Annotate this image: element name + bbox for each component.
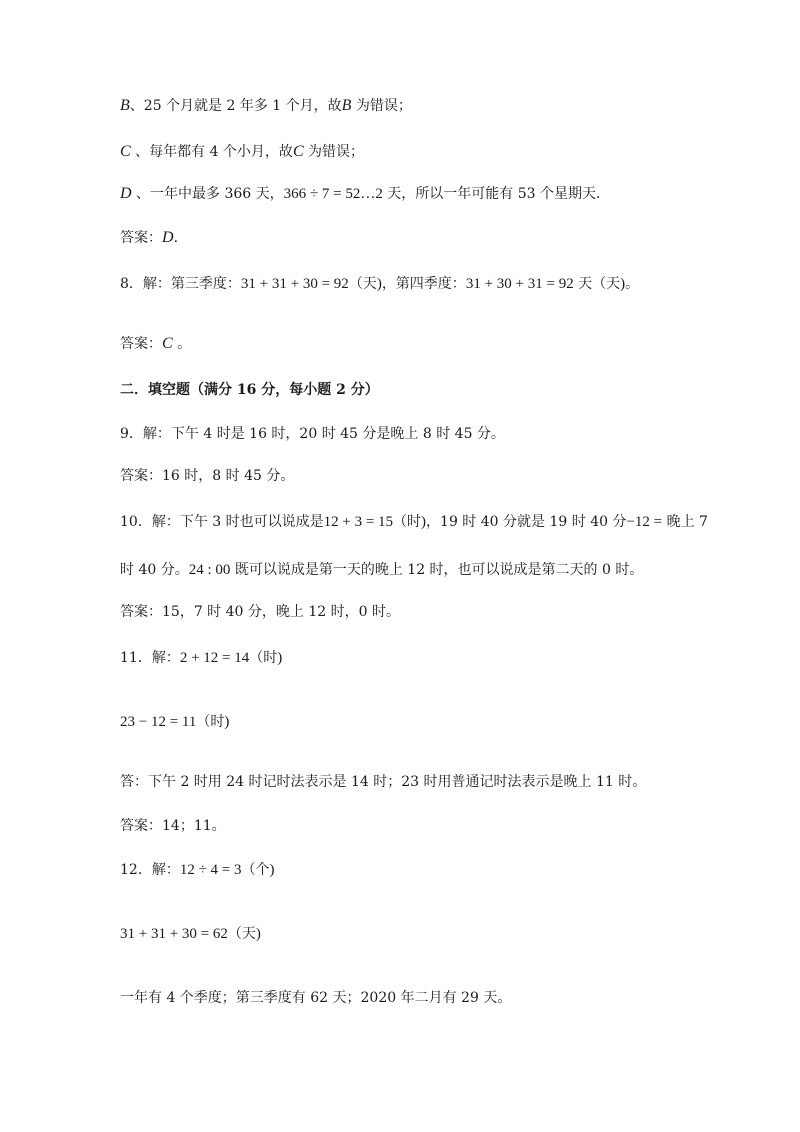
option-b-letter: B <box>120 97 130 114</box>
q12-step-2-paren: ) <box>255 926 261 942</box>
q10-paren-1: ) <box>421 514 427 530</box>
answer-9-line <box>120 466 294 486</box>
q12-solution-line <box>120 860 275 880</box>
q11-unit: （时 <box>249 650 278 666</box>
option-c-verdict: 为错误； <box>303 144 365 160</box>
q12-step-2-unit: （天 <box>227 926 256 942</box>
q10-end: 晚上 7 <box>662 514 708 530</box>
option-c-line <box>120 142 364 162</box>
q11-step-2-unit: （时 <box>196 714 225 730</box>
option-c-ref: C <box>292 143 304 160</box>
answer-8-line <box>120 334 191 354</box>
option-d-math: 366 ÷ 7 = 52…2 <box>283 186 383 202</box>
q10-continuation-line <box>120 560 643 580</box>
option-c-letter: C <box>120 143 131 160</box>
q8-paren-2: ) <box>620 276 626 292</box>
q9-solution-line <box>120 424 505 444</box>
q8-label: 8．解：第三季度： <box>120 276 241 292</box>
answer-11-text: 答案：14；11。 <box>120 818 226 834</box>
q8-solution-line <box>120 274 639 294</box>
answer-10-line <box>120 602 400 622</box>
option-c-text: 、每年都有 4 个小月，故 <box>130 144 293 160</box>
answer-8-label: 答案： <box>120 336 162 352</box>
answer-9-text: 答案：16 时，8 时 45 分。 <box>120 468 295 484</box>
section-heading <box>120 380 379 400</box>
q9-text: 9．解：下午 4 时是 16 时，20 时 45 分是晚上 8 时 45 分。 <box>120 426 505 442</box>
q12-math: 12 ÷ 4 = 3 <box>179 862 242 878</box>
option-d-letter: D <box>120 185 132 202</box>
answer-11-line <box>120 816 226 836</box>
q10-cont-math: 24 : 00 <box>188 562 231 578</box>
option-d-text: 、一年中最多 366 天， <box>131 186 284 202</box>
answer-7-period: . <box>173 230 179 246</box>
answer-8-value: C <box>162 335 173 352</box>
q12-unit: （个 <box>241 862 270 878</box>
q8-end: 。 <box>625 276 640 292</box>
q11-reply-line <box>120 772 646 792</box>
q10-math-2: −12 = <box>626 514 663 530</box>
q11-math: 2 + 12 = 14 <box>179 650 250 666</box>
q11-step-2-line <box>120 712 229 732</box>
q11-step-2-paren: ) <box>224 714 230 730</box>
q11-paren: ) <box>277 650 283 666</box>
option-b-text: 、25 个月就是 2 年多 1 个月，故 <box>129 98 342 114</box>
option-d-conclusion: 天，所以一年可能有 53 个星期天. <box>382 186 601 202</box>
q12-step-2-math: 31 + 31 + 30 = 62 <box>120 926 228 942</box>
q10-mid: ，19 时 40 分就是 19 时 40 分 <box>426 514 627 530</box>
answer-7-label: 答案： <box>120 230 162 246</box>
q8-mid: ，第四季度： <box>381 276 466 292</box>
q12-conclusion-text: 一年有 4 个季度；第三季度有 62 天；2020 年二月有 29 天。 <box>120 990 512 1006</box>
q11-reply-text: 答：下午 2 时用 24 时记时法表示是 14 时；23 时用普通记时法表示是晚上 11 时。 <box>120 774 647 790</box>
answer-7-value: D <box>162 229 174 246</box>
answer-8-period: 。 <box>172 336 192 352</box>
q8-unit-2: 天（天 <box>573 276 621 292</box>
q8-math-1: 31 + 31 + 30 = 92 <box>240 276 349 292</box>
q12-conclusion-line <box>120 988 511 1008</box>
q10-label: 10．解：下午 3 时也可以说成是 <box>120 514 324 530</box>
q10-unit-1: （时 <box>393 514 422 530</box>
q8-unit-1: （天 <box>348 276 377 292</box>
q11-step-2-math: 23 − 12 = 11 <box>120 714 197 730</box>
q12-paren: ) <box>269 862 275 878</box>
answer-7-line <box>120 228 178 248</box>
q10-solution-line <box>120 512 708 532</box>
q11-label: 11．解： <box>120 650 180 666</box>
q10-math-1: 12 + 3 = 15 <box>323 514 394 530</box>
q12-step-2-line <box>120 924 261 944</box>
q8-paren-1: ) <box>376 276 382 292</box>
q10-cont-a: 时 40 分。 <box>120 562 189 578</box>
q10-cont-b: 既可以说成是第一天的晚上 12 时，也可以说成是第二天的 0 时。 <box>230 562 644 578</box>
q12-label: 12．解： <box>120 862 180 878</box>
option-b-line <box>120 96 412 116</box>
option-d-line <box>120 184 600 204</box>
answer-10-text: 答案：15，7 时 40 分，晚上 12 时，0 时。 <box>120 604 400 620</box>
option-b-verdict: 为错误； <box>351 98 412 114</box>
q8-math-2: 31 + 30 + 31 = 92 <box>465 276 574 292</box>
q11-solution-line <box>120 648 282 668</box>
option-b-ref: B <box>341 97 352 114</box>
section-heading-text: 二．填空题（满分 16 分，每小题 2 分） <box>120 382 379 398</box>
